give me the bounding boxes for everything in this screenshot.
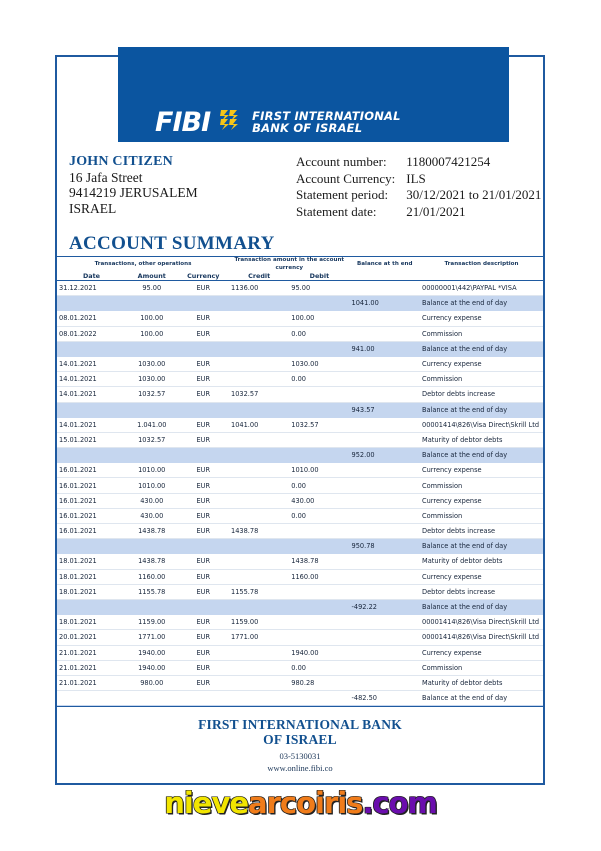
cell-amount: 1030.00 — [126, 356, 178, 371]
cell-credit — [229, 539, 289, 554]
cell-balance — [350, 281, 420, 296]
cell-date: 14.01.2021 — [57, 372, 126, 387]
cell-debit — [289, 584, 349, 599]
footer-website: www.online.fibi.co — [267, 763, 333, 773]
balance-row — [57, 402, 543, 417]
cell-amount: 1159.00 — [126, 615, 178, 630]
cell-currency: EUR — [178, 326, 230, 341]
cell-balance: 1041.00 — [350, 296, 420, 311]
column-header-amount: Amount — [126, 272, 178, 281]
table-group-header-row — [57, 257, 543, 273]
balance-row — [57, 448, 543, 463]
cell-balance: 941.00 — [350, 341, 420, 356]
column-header-debit: Debit — [289, 272, 349, 281]
transaction-row — [57, 478, 543, 493]
cell-date: 14.01.2021 — [57, 417, 126, 432]
transaction-row — [57, 675, 543, 690]
cell-currency: EUR — [178, 281, 230, 296]
balance-row — [57, 296, 543, 311]
cell-date: 18.01.2021 — [57, 554, 126, 569]
watermark-part1: nieve — [164, 786, 249, 820]
cell-date — [57, 402, 126, 417]
cell-balance — [350, 660, 420, 675]
cell-description: Commission — [420, 326, 543, 341]
transaction-row — [57, 311, 543, 326]
cell-credit — [229, 508, 289, 523]
cell-balance — [350, 432, 420, 447]
cell-balance — [350, 478, 420, 493]
transaction-row — [57, 326, 543, 341]
bank-logo — [155, 105, 401, 139]
cell-amount: 1940.00 — [126, 660, 178, 675]
transaction-row — [57, 554, 543, 569]
logo-wordmark: FIBI — [155, 106, 211, 138]
cell-debit — [289, 539, 349, 554]
cell-balance — [350, 311, 420, 326]
cell-debit: 0.00 — [289, 660, 349, 675]
cell-description: 00001414\826\Visa Direct\Skrill Ltd — [420, 630, 543, 645]
cell-currency: EUR — [178, 675, 230, 690]
cell-description: Currency expense — [420, 356, 543, 371]
bank-name-line1: FIRST INTERNATIONAL — [252, 108, 401, 123]
transaction-row — [57, 508, 543, 523]
cell-currency: EUR — [178, 554, 230, 569]
cell-date: 16.01.2021 — [57, 478, 126, 493]
cell-debit: 1940.00 — [289, 645, 349, 660]
cell-debit: 1032.57 — [289, 417, 349, 432]
cell-balance — [350, 326, 420, 341]
group-header-amount-account-currency: Transaction amount in the account currency — [229, 257, 350, 273]
cell-amount: 1032.57 — [126, 387, 178, 402]
transaction-row — [57, 372, 543, 387]
cell-credit — [229, 691, 289, 706]
cell-currency — [178, 402, 230, 417]
cell-description: Balance at the end of day — [420, 599, 543, 614]
cell-description: Balance at the end of day — [420, 402, 543, 417]
footer-bank-line1: FIRST INTERNATIONAL BANK — [198, 717, 402, 732]
cell-amount: 1030.00 — [126, 372, 178, 387]
cell-date: 21.01.2021 — [57, 675, 126, 690]
cell-credit — [229, 448, 289, 463]
cell-amount — [126, 599, 178, 614]
account-currency-value: ILS — [406, 170, 426, 186]
transaction-row — [57, 569, 543, 584]
cell-balance: -482.50 — [350, 691, 420, 706]
cell-amount — [126, 341, 178, 356]
transaction-row — [57, 417, 543, 432]
cell-balance — [350, 508, 420, 523]
cell-debit — [289, 524, 349, 539]
cell-credit — [229, 356, 289, 371]
cell-debit — [289, 599, 349, 614]
statement-date-label: Statement date: — [296, 203, 377, 219]
statement-date-value: 21/01/2021 — [406, 203, 466, 219]
cell-credit — [229, 402, 289, 417]
cell-balance: 943.57 — [350, 402, 420, 417]
cell-date — [57, 539, 126, 554]
cell-currency: EUR — [178, 311, 230, 326]
cell-date: 18.01.2021 — [57, 615, 126, 630]
cell-amount: 1438.78 — [126, 554, 178, 569]
transaction-row — [57, 493, 543, 508]
cell-date: 31.12.2021 — [57, 281, 126, 296]
cell-balance — [350, 615, 420, 630]
cell-debit: 95.00 — [289, 281, 349, 296]
cell-description: Currency expense — [420, 463, 543, 478]
cell-debit: 980.28 — [289, 675, 349, 690]
cell-date: 16.01.2021 — [57, 463, 126, 478]
cell-date: 16.01.2021 — [57, 493, 126, 508]
cell-date: 08.01.2021 — [57, 311, 126, 326]
cell-credit — [229, 569, 289, 584]
cell-date: 18.01.2021 — [57, 584, 126, 599]
transaction-row — [57, 660, 543, 675]
transaction-row — [57, 356, 543, 371]
table-column-header-row — [57, 272, 543, 281]
cell-description: Balance at the end of day — [420, 296, 543, 311]
cell-balance — [350, 356, 420, 371]
cell-credit: 1032.57 — [229, 387, 289, 402]
cell-date — [57, 691, 126, 706]
transactions-table-body — [57, 281, 543, 706]
cell-debit: 1010.00 — [289, 463, 349, 478]
cell-credit: 1041.00 — [229, 417, 289, 432]
transactions-table — [57, 256, 543, 706]
watermark-part2: arcoiris — [248, 786, 363, 820]
cell-description: Commission — [420, 478, 543, 493]
cell-description: Currency expense — [420, 645, 543, 660]
column-header-currency: Currency — [178, 272, 230, 281]
cell-currency: EUR — [178, 508, 230, 523]
balance-row — [57, 691, 543, 706]
transaction-row — [57, 524, 543, 539]
cell-credit — [229, 296, 289, 311]
cell-date: 15.01.2021 — [57, 432, 126, 447]
cell-description: 00000001\442\PAYPAL *VISA — [420, 281, 543, 296]
cell-date: 20.01.2021 — [57, 630, 126, 645]
customer-address-line1: 16 Jafa Street — [69, 169, 143, 185]
cell-balance — [350, 569, 420, 584]
cell-description: Debtor debts increase — [420, 584, 543, 599]
transaction-row — [57, 615, 543, 630]
cell-description: Commission — [420, 508, 543, 523]
cell-debit — [289, 432, 349, 447]
cell-amount: 1771.00 — [126, 630, 178, 645]
cell-balance — [350, 417, 420, 432]
cell-debit: 0.00 — [289, 508, 349, 523]
cell-debit — [289, 387, 349, 402]
account-number-label: Account number: — [296, 154, 387, 169]
cell-debit — [289, 402, 349, 417]
cell-amount — [126, 448, 178, 463]
cell-credit — [229, 599, 289, 614]
cell-currency: EUR — [178, 584, 230, 599]
cell-amount: 1155.78 — [126, 584, 178, 599]
cell-credit: 1438.78 — [229, 524, 289, 539]
account-details-block — [296, 154, 541, 220]
transaction-row — [57, 432, 543, 447]
cell-currency: EUR — [178, 387, 230, 402]
cell-debit — [289, 296, 349, 311]
cell-date — [57, 341, 126, 356]
cell-date: 14.01.2021 — [57, 387, 126, 402]
cell-balance — [350, 675, 420, 690]
transaction-row — [57, 645, 543, 660]
cell-credit — [229, 493, 289, 508]
cell-credit: 1771.00 — [229, 630, 289, 645]
cell-debit: 0.00 — [289, 478, 349, 493]
cell-date: 21.01.2021 — [57, 660, 126, 675]
transaction-row — [57, 387, 543, 402]
column-header-date: Date — [57, 272, 126, 281]
cell-amount: 1160.00 — [126, 569, 178, 584]
cell-currency — [178, 599, 230, 614]
bank-name-block — [252, 110, 401, 135]
cell-debit — [289, 341, 349, 356]
cell-currency: EUR — [178, 524, 230, 539]
cell-credit — [229, 341, 289, 356]
cell-description: 00001414\826\Visa Direct\Skrill Ltd — [420, 615, 543, 630]
bank-name-line2: BANK OF ISRAEL — [252, 121, 363, 135]
cell-amount: 1010.00 — [126, 463, 178, 478]
cell-currency: EUR — [178, 356, 230, 371]
account-summary-title: ACCOUNT SUMMARY — [69, 233, 275, 254]
cell-debit — [289, 448, 349, 463]
zigzag-chevrons-icon — [219, 107, 245, 138]
cell-currency — [178, 539, 230, 554]
cell-description: Balance at the end of day — [420, 691, 543, 706]
column-header-balance-spacer — [350, 272, 420, 281]
cell-balance: 950.78 — [350, 539, 420, 554]
cell-credit — [229, 645, 289, 660]
cell-debit: 1030.00 — [289, 356, 349, 371]
cell-date: 16.01.2021 — [57, 524, 126, 539]
balance-row — [57, 539, 543, 554]
statement-page — [55, 55, 545, 785]
cell-description: Balance at the end of day — [420, 341, 543, 356]
cell-balance — [350, 493, 420, 508]
cell-amount: 430.00 — [126, 493, 178, 508]
cell-description: Balance at the end of day — [420, 539, 543, 554]
cell-currency: EUR — [178, 660, 230, 675]
cell-currency: EUR — [178, 493, 230, 508]
cell-currency: EUR — [178, 417, 230, 432]
account-number-value: 1180007421254 — [406, 154, 491, 169]
cell-date: 14.01.2021 — [57, 356, 126, 371]
watermark-part3: .com — [362, 786, 437, 820]
footer-phone: 03-5130031 — [279, 751, 321, 761]
cell-debit — [289, 615, 349, 630]
cell-balance — [350, 554, 420, 569]
statement-footer — [57, 717, 543, 773]
cell-currency: EUR — [178, 478, 230, 493]
cell-credit — [229, 372, 289, 387]
cell-debit — [289, 691, 349, 706]
cell-balance: -492.22 — [350, 599, 420, 614]
cell-balance — [350, 645, 420, 660]
cell-currency — [178, 296, 230, 311]
column-header-credit: Credit — [229, 272, 289, 281]
cell-credit: 1155.78 — [229, 584, 289, 599]
cell-currency: EUR — [178, 615, 230, 630]
cell-amount: 100.00 — [126, 311, 178, 326]
cell-currency: EUR — [178, 432, 230, 447]
account-number-row — [296, 154, 541, 171]
cell-currency — [178, 691, 230, 706]
cell-description: Maturity of debtor debts — [420, 554, 543, 569]
cell-debit: 0.00 — [289, 372, 349, 387]
cell-date: 18.01.2021 — [57, 569, 126, 584]
cell-debit: 1160.00 — [289, 569, 349, 584]
cell-amount: 430.00 — [126, 508, 178, 523]
cell-credit — [229, 311, 289, 326]
cell-description: Balance at the end of day — [420, 448, 543, 463]
cell-amount: 1032.57 — [126, 432, 178, 447]
cell-credit — [229, 660, 289, 675]
cell-debit: 100.00 — [289, 311, 349, 326]
cell-currency: EUR — [178, 372, 230, 387]
group-header-balance: Balance at th end — [350, 257, 420, 273]
cell-amount: 1940.00 — [126, 645, 178, 660]
customer-address-line2: 9414219 JERUSALEM — [69, 185, 198, 200]
cell-date — [57, 599, 126, 614]
cell-balance: 952.00 — [350, 448, 420, 463]
cell-date — [57, 448, 126, 463]
statement-period-label: Statement period: — [296, 187, 389, 202]
cell-amount: 1010.00 — [126, 478, 178, 493]
cell-amount — [126, 296, 178, 311]
cell-debit: 1438.78 — [289, 554, 349, 569]
cell-credit — [229, 554, 289, 569]
cell-currency: EUR — [178, 569, 230, 584]
statement-period-value: 30/12/2021 to 21/01/2021 — [406, 187, 542, 202]
cell-debit: 0.00 — [289, 326, 349, 341]
balance-row — [57, 599, 543, 614]
cell-balance — [350, 524, 420, 539]
customer-block — [69, 154, 198, 216]
cell-date: 08.01.2022 — [57, 326, 126, 341]
cell-balance — [350, 584, 420, 599]
cell-currency — [178, 341, 230, 356]
cell-amount: 95.00 — [126, 281, 178, 296]
cell-amount — [126, 539, 178, 554]
cell-date — [57, 296, 126, 311]
cell-balance — [350, 630, 420, 645]
cell-currency: EUR — [178, 645, 230, 660]
group-header-description: Transaction description — [420, 257, 543, 273]
balance-row — [57, 341, 543, 356]
cell-amount — [126, 691, 178, 706]
cell-debit — [289, 630, 349, 645]
cell-description: Commission — [420, 660, 543, 675]
column-header-description-spacer — [420, 272, 543, 281]
cell-amount: 1438.78 — [126, 524, 178, 539]
customer-name: JOHN CITIZEN — [69, 154, 173, 169]
cell-description: Currency expense — [420, 569, 543, 584]
cell-amount: 1.041.00 — [126, 417, 178, 432]
cell-currency — [178, 448, 230, 463]
cell-credit — [229, 478, 289, 493]
footer-bank-line2: OF ISRAEL — [263, 732, 337, 747]
customer-country: ISRAEL — [69, 200, 117, 216]
cell-description: Currency expense — [420, 311, 543, 326]
cell-balance — [350, 387, 420, 402]
cell-date: 16.01.2021 — [57, 508, 126, 523]
table-bottom-rule — [57, 706, 543, 707]
cell-debit: 430.00 — [289, 493, 349, 508]
watermark — [0, 786, 601, 820]
account-currency-row — [296, 171, 541, 188]
transaction-row — [57, 463, 543, 478]
cell-description: Commission — [420, 372, 543, 387]
cell-credit — [229, 675, 289, 690]
transaction-row — [57, 630, 543, 645]
account-currency-label: Account Currency: — [296, 170, 396, 186]
cell-credit: 1159.00 — [229, 615, 289, 630]
cell-balance — [350, 463, 420, 478]
cell-description: Debtor debts increase — [420, 387, 543, 402]
cell-credit — [229, 432, 289, 447]
group-header-transactions: Transactions, other operations — [57, 257, 229, 273]
cell-description: Debtor debts increase — [420, 524, 543, 539]
cell-amount: 100.00 — [126, 326, 178, 341]
transactions-table-wrapper — [57, 256, 543, 706]
statement-date-row — [296, 204, 541, 221]
cell-balance — [350, 372, 420, 387]
cell-description: Currency expense — [420, 493, 543, 508]
cell-description: Maturity of debtor debts — [420, 675, 543, 690]
cell-currency: EUR — [178, 463, 230, 478]
cell-credit — [229, 326, 289, 341]
cell-currency: EUR — [178, 630, 230, 645]
cell-credit — [229, 463, 289, 478]
transaction-row — [57, 281, 543, 296]
cell-amount — [126, 402, 178, 417]
statement-period-row — [296, 187, 541, 204]
transaction-row — [57, 584, 543, 599]
cell-description: 00001414\826\Visa Direct\Skrill Ltd — [420, 417, 543, 432]
cell-description: Maturity of debtor debts — [420, 432, 543, 447]
cell-credit: 1136.00 — [229, 281, 289, 296]
cell-amount: 980.00 — [126, 675, 178, 690]
cell-date: 21.01.2021 — [57, 645, 126, 660]
